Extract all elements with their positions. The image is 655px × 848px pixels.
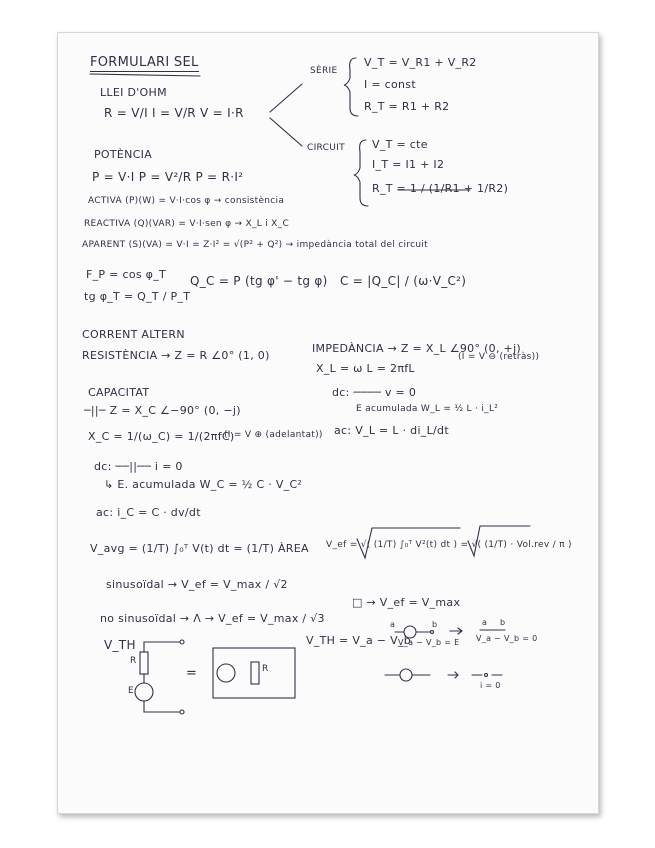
thevenin-heading: V_TH [104,638,136,652]
thevenin-equation: V_TH = V_a − V_b [306,634,412,647]
potencia-formulas: P = V·I P = V²/R P = R·I² [92,170,244,184]
thevenin-e-label: E [128,686,134,696]
sinusoidal-line: sinusoïdal → V_ef = V_max / √2 [106,578,288,591]
capacitat-ac: ac: i_C = C · dv/dt [96,506,201,519]
ohm-heading: LLEI D'OHM [100,86,167,99]
bobina-ac: ac: V_L = L · di_L/dt [334,424,449,437]
valor-mitja: V_avg = (1/T) ∫₀ᵀ V(t) dt = (1/T) ÀREA [90,542,309,555]
impedancia-line: IMPEDÀNCIA → Z = X_L ∠90° (0, +j) [312,342,522,355]
terminal-a-label: a [390,620,396,629]
serie-line-1: V_T = V_R1 + V_R2 [364,56,477,69]
capacitat-dc: dc: ──||── i = 0 [94,460,183,473]
xl-line: X_L = ω L = 2πfL [316,362,415,375]
circuit-label: CIRCUIT [307,143,345,153]
capacitor-formula: C = |Q_C| / (ω·V_C²) [340,274,467,288]
bobina-energy: E acumulada W_L = ½ L · i_L² [356,404,499,414]
factor-potencia: F_P = cos φ_T [86,268,167,281]
terminal-b-label: b [432,620,438,629]
short-circuit-label: V_a − V_b = 0 [476,634,538,643]
capacitat-energy: ↳ E. acumulada W_C = ½ C · V_C² [104,478,303,491]
short-b-label: b [500,618,506,627]
quadrada-line: □ → V_ef = V_max [352,596,461,609]
potencia-activa: ACTIVA (P)(W) = V·I·cos φ → consistència [88,196,285,206]
short-a-label: a [482,618,488,627]
tangent-phi: tg φ_T = Q_T / P_T [84,290,191,303]
capacitat-reactance: X_C = 1/(ω_C) = 1/(2πfC) [88,430,235,443]
no-sinusoidal-line: no sinusoïdal → Λ → V_ef = V_max / √3 [100,612,325,625]
ohm-formulas: R = V/I I = V/R V = I·R [104,106,244,120]
serie-line-2: I = const [364,78,416,91]
potencia-heading: POTÈNCIA [94,148,153,161]
capacitat-heading: CAPACITAT [88,386,150,399]
circuit-line-2: I_T = I1 + I2 [372,158,445,171]
resistencia-line: RESISTÈNCIA → Z = R ∠0° (1, 0) [82,349,270,362]
reactive-compensation: Q_C = P (tg φ' − tg φ) [190,274,328,288]
altern-heading: CORRENT ALTERN [82,328,185,341]
potencia-aparent: APARENT (S)(VA) = V·I = Z·I² = √(P² + Q²) → impedància total del circuit [82,240,429,250]
retard-note: (I = V ⊖ (retràs)) [458,352,540,362]
avanc-note: (I = V ⊕ (adelantat)) [224,430,323,440]
current-zero-label: i = 0 [480,681,501,690]
capacitat-impedance: ─||─ Z = X_C ∠−90° (0, −j) [84,404,241,417]
norton-r-label: R [262,664,269,674]
open-circuit-label: V_a − V_b = E [398,638,460,647]
equals-sign: = [186,666,198,681]
serie-line-3: R_T = R1 + R2 [364,100,450,113]
valor-eficac: V_ef = √( (1/T) ∫₀ᵀ V²(t) dt ) = √( (1/T) · Vol.rev / π ) [326,540,572,550]
sheet-title: FORMULARI SEL [90,55,199,70]
bobina-dc: dc: ──── v = 0 [332,386,417,399]
thevenin-r-label: R [130,656,137,666]
potencia-reactiva: REACTIVA (Q)(VAR) = V·I·sen φ → X_L i X_C [84,219,290,229]
circuit-line-1: V_T = cte [372,138,428,151]
circuit-line-3: R_T = 1 / (1/R1 + 1/R2) [372,182,509,195]
serie-label: SÈRIE [310,66,338,76]
